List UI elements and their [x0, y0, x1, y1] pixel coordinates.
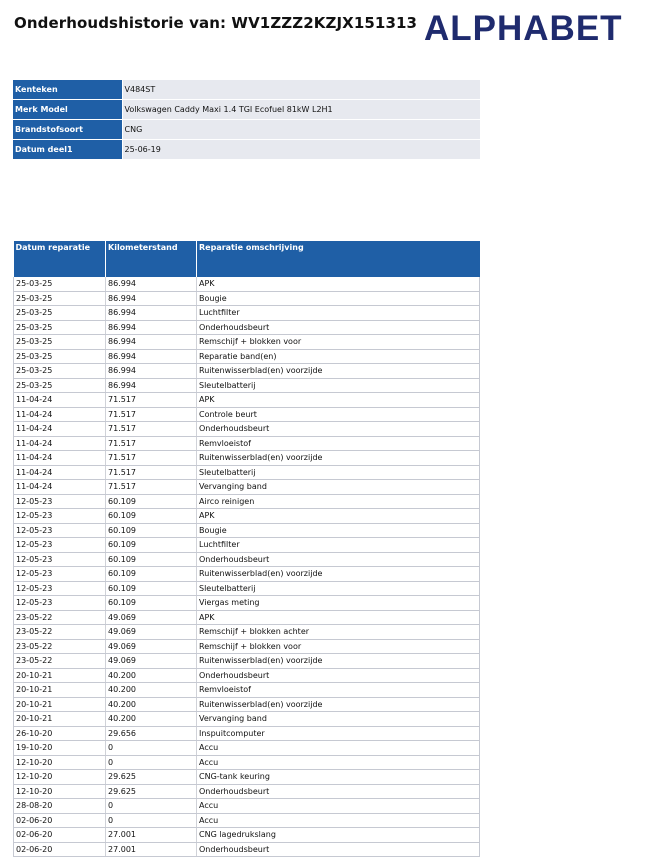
cell-date: 11-04-24: [14, 451, 106, 466]
cell-description: CNG lagedrukslang: [197, 828, 480, 843]
cell-description: Remschijf + blokken achter: [197, 625, 480, 640]
table-row: [14, 639, 480, 654]
cell-mileage: 0: [106, 755, 197, 770]
cell-mileage: 0: [106, 741, 197, 756]
cell-date: 02-06-20: [14, 813, 106, 828]
cell-description: Onderhoudsbeurt: [197, 668, 480, 683]
cell-date: 20-10-21: [14, 697, 106, 712]
cell-description: Accu: [197, 755, 480, 770]
cell-mileage: 86.994: [106, 364, 197, 379]
table-row: [14, 364, 480, 379]
cell-description: Viergas meting: [197, 596, 480, 611]
table-row: [14, 683, 480, 698]
cell-mileage: 60.109: [106, 596, 197, 611]
table-row: [14, 726, 480, 741]
cell-date: 25-03-25: [14, 364, 106, 379]
table-row: [14, 567, 480, 582]
cell-mileage: 71.517: [106, 465, 197, 480]
cell-mileage: 60.109: [106, 567, 197, 582]
cell-date: 11-04-24: [14, 407, 106, 422]
cell-date: 25-03-25: [14, 320, 106, 335]
column-header-mileage: Kilometerstand: [106, 241, 197, 277]
table-row: [14, 277, 480, 291]
cell-mileage: 86.994: [106, 306, 197, 321]
table-row: [14, 654, 480, 669]
table-header-row: [14, 241, 480, 277]
table-row: [14, 712, 480, 727]
table-row: [14, 625, 480, 640]
cell-mileage: 71.517: [106, 480, 197, 495]
cell-date: 12-05-23: [14, 581, 106, 596]
cell-date: 26-10-20: [14, 726, 106, 741]
vehicle-info-row: [13, 140, 480, 160]
cell-mileage: 29.625: [106, 784, 197, 799]
table-row: [14, 451, 480, 466]
table-row: [14, 523, 480, 538]
table-row: [14, 509, 480, 524]
cell-date: 25-03-25: [14, 335, 106, 350]
table-row: [14, 335, 480, 350]
cell-mileage: 86.994: [106, 320, 197, 335]
cell-date: 20-10-21: [14, 668, 106, 683]
cell-date: 23-05-22: [14, 654, 106, 669]
cell-date: 25-03-25: [14, 291, 106, 306]
repair-history-table: [13, 241, 480, 857]
cell-description: Luchtfilter: [197, 306, 480, 321]
cell-date: 02-06-20: [14, 842, 106, 857]
cell-description: Controle beurt: [197, 407, 480, 422]
table-row: [14, 349, 480, 364]
cell-description: APK: [197, 610, 480, 625]
cell-description: Sleutelbatterij: [197, 378, 480, 393]
cell-date: 12-10-20: [14, 784, 106, 799]
cell-mileage: 49.069: [106, 625, 197, 640]
vehicle-info-table: [13, 80, 480, 160]
cell-description: Accu: [197, 799, 480, 814]
table-row: [14, 306, 480, 321]
cell-description: Inspuitcomputer: [197, 726, 480, 741]
cell-description: Bougie: [197, 523, 480, 538]
cell-mileage: 86.994: [106, 291, 197, 306]
cell-mileage: 40.200: [106, 683, 197, 698]
vehicle-info-value: 25-06-19: [122, 140, 480, 160]
table-row: [14, 770, 480, 785]
table-row: [14, 755, 480, 770]
cell-date: 12-05-23: [14, 494, 106, 509]
cell-date: 11-04-24: [14, 393, 106, 408]
cell-mileage: 60.109: [106, 581, 197, 596]
table-row: [14, 668, 480, 683]
cell-description: Ruitenwisserblad(en) voorzijde: [197, 654, 480, 669]
cell-description: Ruitenwisserblad(en) voorzijde: [197, 697, 480, 712]
cell-date: 12-05-23: [14, 509, 106, 524]
cell-description: Onderhoudsbeurt: [197, 552, 480, 567]
cell-mileage: 86.994: [106, 277, 197, 291]
cell-mileage: 29.625: [106, 770, 197, 785]
cell-description: Onderhoudsbeurt: [197, 320, 480, 335]
cell-description: Onderhoudsbeurt: [197, 784, 480, 799]
cell-description: CNG-tank keuring: [197, 770, 480, 785]
table-row: [14, 741, 480, 756]
vehicle-info-value: V484ST: [122, 80, 480, 100]
cell-description: Onderhoudsbeurt: [197, 422, 480, 437]
table-row: [14, 581, 480, 596]
cell-mileage: 71.517: [106, 422, 197, 437]
cell-mileage: 60.109: [106, 509, 197, 524]
cell-date: 23-05-22: [14, 639, 106, 654]
cell-description: Sleutelbatterij: [197, 581, 480, 596]
cell-description: Ruitenwisserblad(en) voorzijde: [197, 567, 480, 582]
table-row: [14, 828, 480, 843]
cell-date: 25-03-25: [14, 306, 106, 321]
cell-description: Remschijf + blokken voor: [197, 335, 480, 350]
cell-description: Airco reinigen: [197, 494, 480, 509]
cell-mileage: 0: [106, 799, 197, 814]
cell-mileage: 71.517: [106, 407, 197, 422]
cell-date: 12-10-20: [14, 755, 106, 770]
cell-description: Bougie: [197, 291, 480, 306]
cell-date: 25-03-25: [14, 349, 106, 364]
cell-description: Accu: [197, 741, 480, 756]
cell-mileage: 49.069: [106, 654, 197, 669]
column-header-description: Reparatie omschrijving: [197, 241, 480, 277]
table-row: [14, 291, 480, 306]
cell-date: 23-05-22: [14, 610, 106, 625]
cell-mileage: 60.109: [106, 494, 197, 509]
cell-mileage: 60.109: [106, 538, 197, 553]
cell-mileage: 71.517: [106, 436, 197, 451]
cell-date: 12-05-23: [14, 567, 106, 582]
cell-date: 25-03-25: [14, 277, 106, 291]
cell-description: APK: [197, 393, 480, 408]
vehicle-info-label: Kenteken: [13, 80, 122, 100]
cell-description: Vervanging band: [197, 712, 480, 727]
table-row: [14, 480, 480, 495]
cell-mileage: 60.109: [106, 552, 197, 567]
cell-date: 28-08-20: [14, 799, 106, 814]
cell-mileage: 60.109: [106, 523, 197, 538]
cell-description: Remvloeistof: [197, 436, 480, 451]
table-row: [14, 436, 480, 451]
table-row: [14, 552, 480, 567]
table-row: [14, 378, 480, 393]
cell-mileage: 71.517: [106, 451, 197, 466]
cell-date: 11-04-24: [14, 480, 106, 495]
cell-description: Remschijf + blokken voor: [197, 639, 480, 654]
cell-date: 25-03-25: [14, 378, 106, 393]
cell-description: Ruitenwisserblad(en) voorzijde: [197, 451, 480, 466]
cell-date: 11-04-24: [14, 436, 106, 451]
cell-date: 23-05-22: [14, 625, 106, 640]
table-row: [14, 784, 480, 799]
cell-date: 11-04-24: [14, 422, 106, 437]
table-row: [14, 813, 480, 828]
cell-date: 12-05-23: [14, 596, 106, 611]
cell-date: 20-10-21: [14, 683, 106, 698]
cell-date: 02-06-20: [14, 828, 106, 843]
cell-mileage: 49.069: [106, 610, 197, 625]
cell-description: APK: [197, 509, 480, 524]
cell-description: Remvloeistof: [197, 683, 480, 698]
cell-mileage: 0: [106, 813, 197, 828]
cell-mileage: 40.200: [106, 668, 197, 683]
table-row: [14, 610, 480, 625]
vehicle-info-value: CNG: [122, 120, 480, 140]
cell-mileage: 86.994: [106, 378, 197, 393]
cell-description: Ruitenwisserblad(en) voorzijde: [197, 364, 480, 379]
table-row: [14, 465, 480, 480]
cell-mileage: 71.517: [106, 393, 197, 408]
table-row: [14, 697, 480, 712]
cell-mileage: 86.994: [106, 349, 197, 364]
brand-logo: ALPHABET: [424, 9, 623, 48]
table-row: [14, 422, 480, 437]
cell-mileage: 27.001: [106, 842, 197, 857]
cell-mileage: 86.994: [106, 335, 197, 350]
cell-description: Vervanging band: [197, 480, 480, 495]
cell-description: Accu: [197, 813, 480, 828]
cell-mileage: 29.656: [106, 726, 197, 741]
vehicle-info-label: Merk Model: [13, 100, 122, 120]
cell-date: 12-05-23: [14, 538, 106, 553]
cell-description: Reparatie band(en): [197, 349, 480, 364]
cell-mileage: 40.200: [106, 697, 197, 712]
cell-mileage: 49.069: [106, 639, 197, 654]
column-header-date: Datum reparatie: [14, 241, 106, 277]
cell-mileage: 40.200: [106, 712, 197, 727]
cell-date: 19-10-20: [14, 741, 106, 756]
table-row: [14, 596, 480, 611]
cell-description: Luchtfilter: [197, 538, 480, 553]
vehicle-info-row: [13, 80, 480, 100]
table-row: [14, 538, 480, 553]
cell-date: 11-04-24: [14, 465, 106, 480]
vehicle-info-label: Datum deel1: [13, 140, 122, 160]
table-row: [14, 842, 480, 857]
cell-description: Onderhoudsbeurt: [197, 842, 480, 857]
table-row: [14, 393, 480, 408]
vehicle-info-row: [13, 100, 480, 120]
table-row: [14, 799, 480, 814]
cell-date: 20-10-21: [14, 712, 106, 727]
vehicle-info-label: Brandstofsoort: [13, 120, 122, 140]
page-title: Onderhoudshistorie van: WV1ZZZ2KZJX151313: [14, 14, 418, 32]
table-row: [14, 494, 480, 509]
table-row: [14, 320, 480, 335]
cell-description: APK: [197, 277, 480, 291]
vehicle-info-row: [13, 120, 480, 140]
cell-description: Sleutelbatterij: [197, 465, 480, 480]
table-row: [14, 407, 480, 422]
cell-date: 12-05-23: [14, 523, 106, 538]
cell-date: 12-10-20: [14, 770, 106, 785]
cell-date: 12-05-23: [14, 552, 106, 567]
cell-mileage: 27.001: [106, 828, 197, 843]
vehicle-info-value: Volkswagen Caddy Maxi 1.4 TGI Ecofuel 81kW L2H1: [122, 100, 480, 120]
